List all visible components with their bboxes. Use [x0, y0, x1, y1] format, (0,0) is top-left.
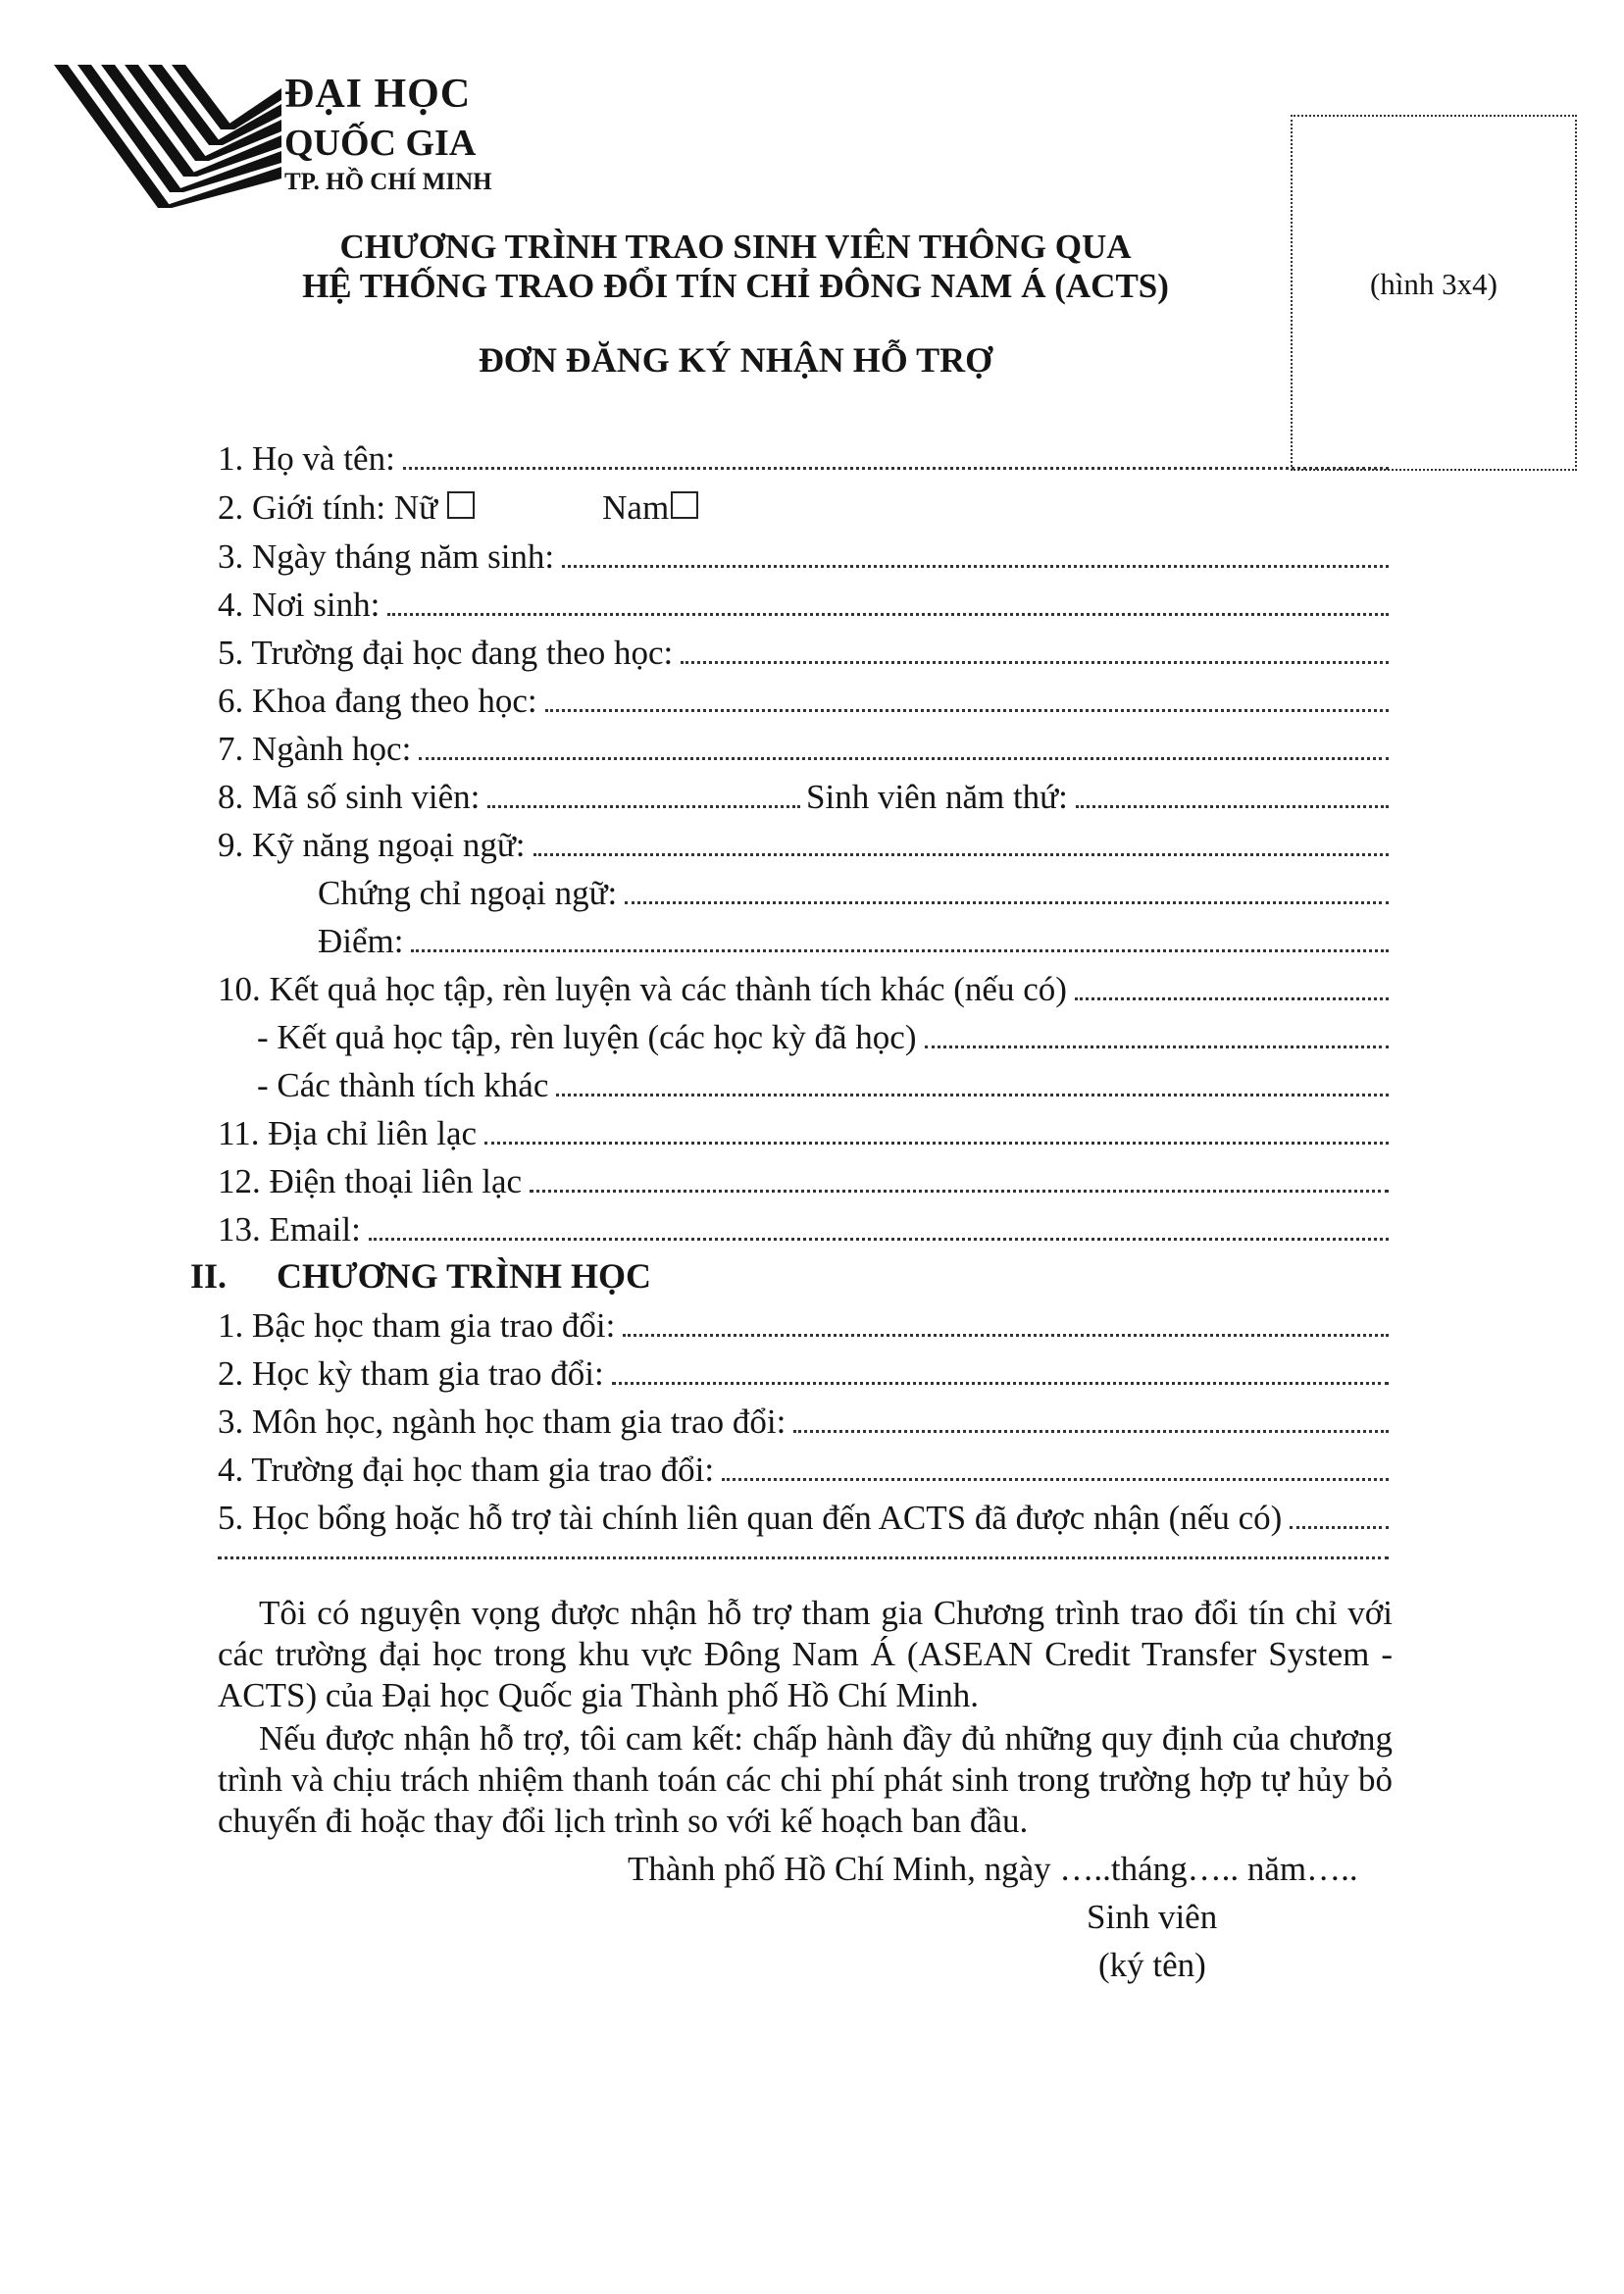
field-email[interactable] — [218, 1208, 1389, 1251]
field-label: 11. Địa chỉ liên lạc — [218, 1114, 478, 1152]
field-label: Điểm: — [318, 922, 404, 960]
field-label: 6. Khoa đang theo học: — [218, 682, 537, 720]
field-label: 7. Ngành học: — [218, 730, 412, 768]
section2-heading: CHƯƠNG TRÌNH HỌC — [277, 1256, 652, 1296]
fill-line — [484, 1130, 1389, 1145]
field-label: 1. Bậc học tham gia trao đổi: — [218, 1306, 616, 1345]
logo-text-line3: TP. HỒ CHÍ MINH — [284, 169, 492, 195]
program-title-line1: CHƯƠNG TRÌNH TRAO SINH VIÊN THÔNG QUA — [339, 228, 1132, 266]
field-exchange-semester[interactable] — [218, 1352, 1389, 1396]
field-other-achievements[interactable] — [257, 1064, 1389, 1107]
fill-line — [411, 938, 1389, 952]
gender-male-label: Nam — [602, 488, 670, 527]
university-logo-icon — [54, 61, 289, 228]
field-exchange-subjects[interactable] — [218, 1401, 1389, 1444]
fill-line — [1075, 986, 1389, 1000]
field-label: 4. Nơi sinh: — [218, 586, 381, 624]
field-language-skills[interactable] — [218, 824, 1389, 867]
fill-line — [625, 890, 1389, 904]
checkbox-male[interactable] — [671, 491, 698, 519]
field-label: 3. Môn học, ngành học tham gia trao đổi: — [218, 1402, 787, 1441]
fill-line — [793, 1418, 1389, 1433]
field-phone[interactable] — [218, 1160, 1389, 1203]
fill-line — [1076, 793, 1389, 808]
field-study-year[interactable] — [806, 776, 1389, 819]
section2-number: II. — [190, 1256, 228, 1296]
fill-line — [403, 455, 1389, 470]
field-scholarship[interactable] — [218, 1497, 1389, 1540]
field-label: - Các thành tích khác — [257, 1066, 549, 1104]
fill-line — [681, 649, 1389, 664]
field-student-id[interactable] — [218, 776, 800, 819]
field-language-score[interactable] — [318, 920, 1389, 963]
fill-line — [722, 1466, 1389, 1481]
fill-line — [218, 1545, 1389, 1559]
field-achievements[interactable] — [218, 968, 1389, 1011]
field-full-name[interactable] — [218, 437, 1389, 481]
field-label: 2. Giới tính: Nữ — [218, 488, 438, 527]
fill-line — [556, 1082, 1389, 1096]
fill-line — [545, 697, 1389, 712]
field-label: 5. Học bổng hoặc hỗ trợ tài chính liên quan đến ACTS đã được nhận (nếu có) — [218, 1499, 1283, 1537]
field-label: 13. Email: — [218, 1210, 361, 1249]
field-label: Sinh viên năm thứ: — [806, 778, 1068, 816]
fill-line — [533, 841, 1389, 856]
field-label: - Kết quả học tập, rèn luyện (các học kỳ đã học) — [257, 1018, 917, 1056]
field-exchange-university[interactable] — [218, 1449, 1389, 1492]
fill-line — [487, 793, 800, 808]
field-birth-date[interactable] — [218, 535, 1389, 579]
field-study-level[interactable] — [218, 1304, 1389, 1348]
field-label: 9. Kỹ năng ngoại ngữ: — [218, 826, 526, 864]
date-line: Thành phố Hồ Chí Minh, ngày …..tháng….. năm….. — [628, 1850, 1358, 1888]
field-label: Chứng chỉ ngoại ngữ: — [318, 874, 618, 912]
field-label: 3. Ngày tháng năm sinh: — [218, 537, 555, 576]
fill-line — [1290, 1514, 1389, 1529]
logo-text-line1: ĐẠI HỌC — [284, 72, 472, 117]
form-title: ĐƠN ĐĂNG KÝ NHẬN HỖ TRỢ — [478, 340, 993, 380]
signature-role: Sinh viên — [1087, 1898, 1218, 1936]
fill-line — [387, 601, 1389, 616]
fill-line — [369, 1226, 1389, 1241]
checkbox-female[interactable] — [447, 491, 475, 519]
field-label: 10. Kết quả học tập, rèn luyện và các thành tích khác (nếu có) — [218, 970, 1067, 1008]
field-gender — [218, 486, 698, 530]
program-title-line2: HỆ THỐNG TRAO ĐỔI TÍN CHỈ ĐÔNG NAM Á (ACTS) — [302, 267, 1169, 305]
field-label: 12. Điện thoại liên lạc — [218, 1162, 523, 1200]
signature-note: (ký tên) — [1098, 1946, 1206, 1984]
fill-line — [562, 553, 1389, 568]
fill-line — [925, 1034, 1390, 1048]
field-address[interactable] — [218, 1112, 1389, 1155]
fill-line — [623, 1322, 1389, 1337]
fill-line — [530, 1178, 1389, 1193]
field-university[interactable] — [218, 632, 1389, 675]
field-label: 4. Trường đại học tham gia trao đổi: — [218, 1451, 715, 1489]
fill-line — [419, 745, 1389, 760]
commitment-paragraph-1: Tôi có nguyện vọng được nhận hỗ trợ tham gia Chương trình trao đổi tín chỉ với các trường đại học trong khu vực Đông Nam Á (ASEAN Credit Transfer System - ACTS) của Đại học Quốc gia Thành phố Hồ Chí Minh. — [218, 1594, 1393, 1714]
field-label: 2. Học kỳ tham gia trao đổi: — [218, 1354, 604, 1393]
field-academic-results[interactable] — [257, 1016, 1389, 1059]
field-major[interactable] — [218, 728, 1389, 771]
field-scholarship-continued[interactable] — [218, 1545, 1389, 1559]
photo-label: (hình 3x4) — [1369, 267, 1497, 301]
field-label: 5. Trường đại học đang theo học: — [218, 634, 674, 672]
fill-line — [612, 1370, 1389, 1385]
field-language-certificate[interactable] — [318, 872, 1389, 915]
field-birth-place[interactable] — [218, 584, 1389, 627]
commitment-paragraph-2: Nếu được nhận hỗ trợ, tôi cam kết: chấp hành đầy đủ những quy định của chương trình và chịu trách nhiệm thanh toán các chi phí phát sinh trong trường hợp tự hủy bỏ chuyến đi hoặc thay đổi lịch trình so với kế hoạch ban đầu. — [218, 1719, 1393, 1840]
field-faculty[interactable] — [218, 680, 1389, 723]
field-label: 1. Họ và tên: — [218, 439, 395, 478]
logo-text-line2: QUỐC GIA — [284, 123, 477, 164]
field-label: 8. Mã số sinh viên: — [218, 778, 481, 816]
